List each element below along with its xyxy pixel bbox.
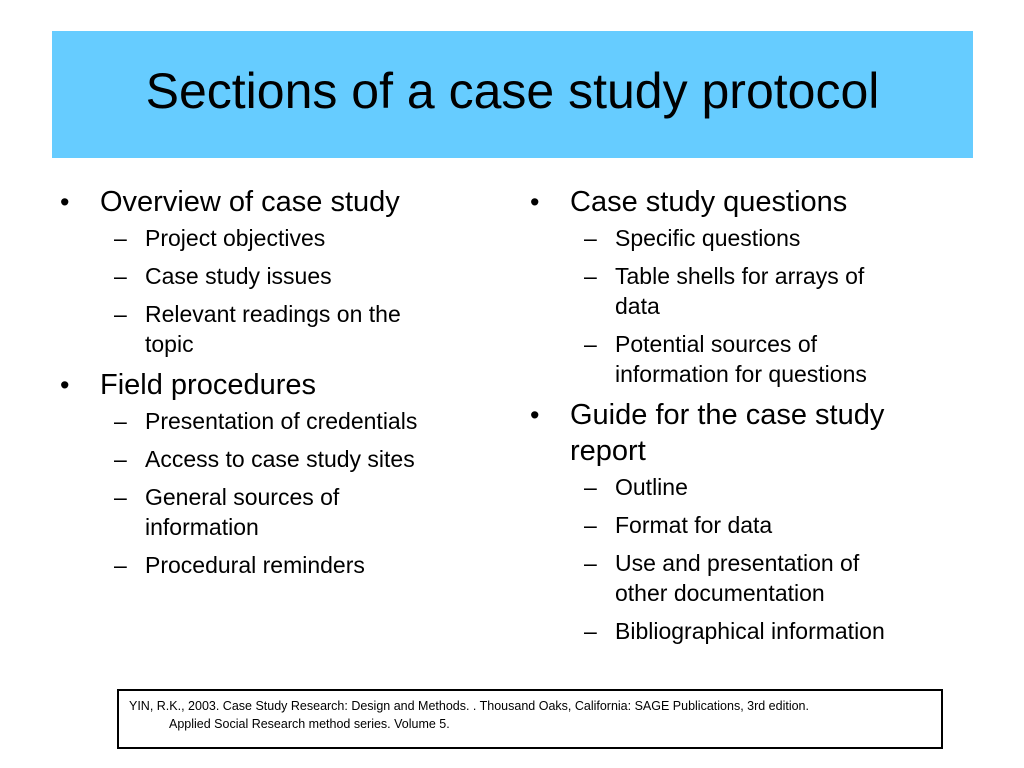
right-column xyxy=(530,184,970,654)
sub-item-text: Bibliographical information xyxy=(615,618,885,644)
sub-item xyxy=(570,616,970,646)
sub-item-text: Table shells for arrays of xyxy=(615,263,865,289)
bullet-case-study-questions xyxy=(530,184,970,389)
sub-item xyxy=(570,261,970,321)
sub-item-text: Relevant readings on the xyxy=(145,301,401,327)
dash-marker: – xyxy=(114,301,127,327)
dash-marker: – xyxy=(584,331,597,357)
sub-item-text: Outline xyxy=(615,474,688,500)
sub-item-text-continued: information xyxy=(145,514,259,540)
sub-item xyxy=(570,329,970,389)
dash-marker: – xyxy=(114,552,127,578)
bullet-marker: • xyxy=(530,400,540,430)
bullet-overview xyxy=(60,184,500,359)
sub-item xyxy=(100,261,500,291)
title-banner xyxy=(52,31,973,158)
sub-item xyxy=(100,223,500,253)
sub-item-text: Access to case study sites xyxy=(145,446,415,472)
bullet-marker: • xyxy=(60,187,70,217)
sub-list xyxy=(570,472,970,646)
dash-marker: – xyxy=(584,618,597,644)
dash-marker: – xyxy=(114,408,127,434)
sub-item xyxy=(570,548,970,608)
sub-item xyxy=(570,472,970,502)
left-bullet-list xyxy=(60,184,500,580)
sub-item-text: Specific questions xyxy=(615,225,801,251)
sub-item-text: Use and presentation of xyxy=(615,550,860,576)
left-column xyxy=(60,184,500,588)
sub-item xyxy=(100,406,500,436)
sub-item xyxy=(570,510,970,540)
bullet-label: Field procedures xyxy=(100,369,316,401)
reference-line: YIN, R.K., 2003. Case Study Research: Design and Methods. . Thousand Oaks, California: SAGE Publications, 3rd edition. xyxy=(129,699,809,713)
bullet-label: Guide for the case study xyxy=(570,399,885,431)
bullet-label: Case study questions xyxy=(570,186,848,218)
sub-item-text-continued: information for questions xyxy=(615,361,867,387)
bullet-marker: • xyxy=(60,370,70,400)
sub-item xyxy=(100,299,500,359)
bullet-label: Overview of case study xyxy=(100,186,400,218)
reference-box xyxy=(117,689,943,749)
sub-list xyxy=(100,406,500,580)
sub-item-text: Presentation of credentials xyxy=(145,408,418,434)
dash-marker: – xyxy=(114,225,127,251)
dash-marker: – xyxy=(114,263,127,289)
sub-item-text-continued: topic xyxy=(145,331,194,357)
bullet-label-continued: report xyxy=(570,435,646,467)
dash-marker: – xyxy=(584,225,597,251)
bullet-marker: • xyxy=(530,187,540,217)
sub-item-text: Case study issues xyxy=(145,263,332,289)
sub-item-text: General sources of xyxy=(145,484,340,510)
sub-item-text-continued: other documentation xyxy=(615,580,825,606)
sub-list xyxy=(570,223,970,389)
sub-item xyxy=(100,444,500,474)
dash-marker: – xyxy=(584,550,597,576)
right-bullet-list xyxy=(530,184,970,646)
sub-item xyxy=(100,550,500,580)
sub-list xyxy=(100,223,500,359)
dash-marker: – xyxy=(584,263,597,289)
sub-item-text: Format for data xyxy=(615,512,773,538)
dash-marker: – xyxy=(114,446,127,472)
sub-item-text: Potential sources of xyxy=(615,331,818,357)
sub-item xyxy=(570,223,970,253)
reference-line-continued: Applied Social Research method series. Volume 5. xyxy=(169,717,450,731)
sub-item-text: Project objectives xyxy=(145,225,326,251)
dash-marker: – xyxy=(584,474,597,500)
sub-item-text: Procedural reminders xyxy=(145,552,365,578)
dash-marker: – xyxy=(584,512,597,538)
sub-item-text-continued: data xyxy=(615,293,660,319)
bullet-guide-report xyxy=(530,397,970,646)
dash-marker: – xyxy=(114,484,127,510)
slide-title: Sections of a case study protocol xyxy=(145,62,880,119)
bullet-field-procedures xyxy=(60,367,500,580)
sub-item xyxy=(100,482,500,542)
